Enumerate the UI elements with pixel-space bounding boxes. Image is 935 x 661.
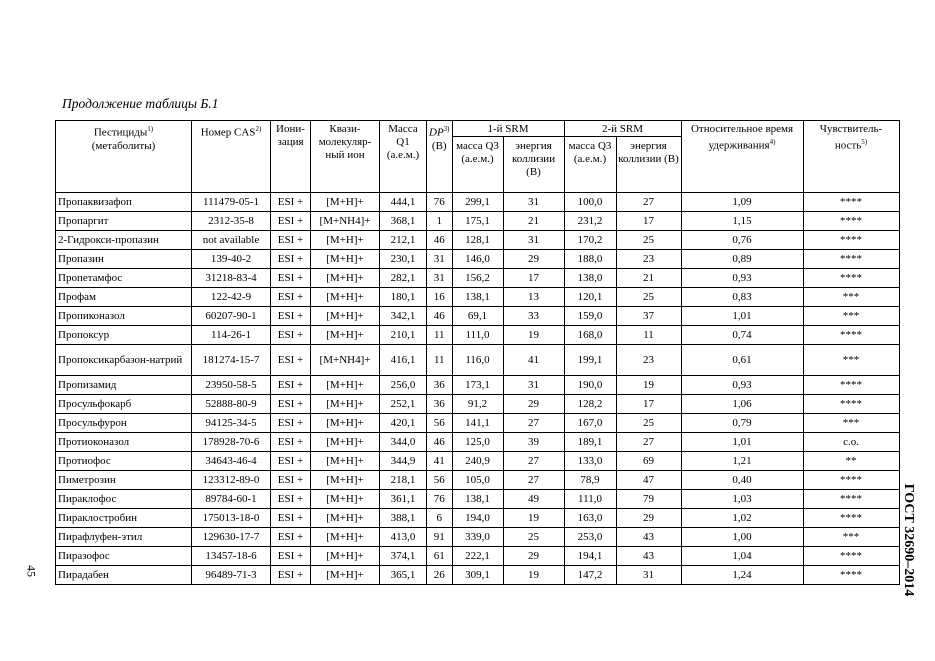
table-row xyxy=(56,566,900,585)
cell-cas: 114-26-1 xyxy=(192,326,271,345)
cell-srm1-mass: 194,0 xyxy=(452,509,503,528)
cell-dp: 61 xyxy=(427,547,453,566)
cell-ionization: ESI + xyxy=(271,326,311,345)
cell-srm2-mass: 190,0 xyxy=(564,376,616,395)
cell-sensitivity: **** xyxy=(803,471,899,490)
cell-srm2-energy: 17 xyxy=(616,212,681,231)
cell-relative-time: 1,15 xyxy=(681,212,803,231)
cell-pesticide: Профам xyxy=(56,288,192,307)
cell-srm1-mass: 138,1 xyxy=(452,490,503,509)
cell-dp: 36 xyxy=(427,376,453,395)
cell-mass-q1: 282,1 xyxy=(380,269,427,288)
cell-srm1-energy: 33 xyxy=(503,307,564,326)
table-row xyxy=(56,547,900,566)
cell-pesticide: Пирадабен xyxy=(56,566,192,585)
cell-dp: 56 xyxy=(427,471,453,490)
cell-sensitivity: *** xyxy=(803,528,899,547)
cell-cas: 123312-89-0 xyxy=(192,471,271,490)
table-row xyxy=(56,452,900,471)
cell-srm2-energy: 47 xyxy=(616,471,681,490)
cell-ionization: ESI + xyxy=(271,269,311,288)
cell-dp: 46 xyxy=(427,433,453,452)
cell-srm1-mass: 240,9 xyxy=(452,452,503,471)
cell-relative-time: 0,83 xyxy=(681,288,803,307)
cell-cas: 52888-80-9 xyxy=(192,395,271,414)
header-srm2: 2-й SRM xyxy=(564,121,681,137)
cell-mass-q1: 388,1 xyxy=(380,509,427,528)
cell-relative-time: 1,21 xyxy=(681,452,803,471)
cell-quasi-ion: [M+H]+ xyxy=(311,269,380,288)
cell-sensitivity: *** xyxy=(803,307,899,326)
cell-ionization: ESI + xyxy=(271,566,311,585)
cell-dp: 91 xyxy=(427,528,453,547)
table-row xyxy=(56,231,900,250)
cell-srm2-mass: 147,2 xyxy=(564,566,616,585)
cell-ionization: ESI + xyxy=(271,528,311,547)
cell-pesticide: Пирафлуфен-этил xyxy=(56,528,192,547)
cell-srm2-mass: 120,1 xyxy=(564,288,616,307)
cell-sensitivity: *** xyxy=(803,288,899,307)
cell-cas: 178928-70-6 xyxy=(192,433,271,452)
cell-srm2-mass: 231,2 xyxy=(564,212,616,231)
cell-srm1-energy: 29 xyxy=(503,395,564,414)
cell-dp: 11 xyxy=(427,326,453,345)
cell-ionization: ESI + xyxy=(271,490,311,509)
header-srm2-energy: энергия коллизии (В) xyxy=(616,137,681,193)
cell-sensitivity: **** xyxy=(803,376,899,395)
cell-ionization: ESI + xyxy=(271,452,311,471)
cell-srm1-mass: 69,1 xyxy=(452,307,503,326)
cell-srm1-mass: 91,2 xyxy=(452,395,503,414)
cell-dp: 36 xyxy=(427,395,453,414)
table-row xyxy=(56,212,900,231)
cell-sensitivity: **** xyxy=(803,547,899,566)
cell-srm1-energy: 31 xyxy=(503,376,564,395)
header-srm1-energy: энергия коллизии (В) xyxy=(503,137,564,193)
cell-mass-q1: 368,1 xyxy=(380,212,427,231)
header-dp: DP$^{3)}$ (В) xyxy=(427,121,453,193)
cell-pesticide: Пропаквизафоп xyxy=(56,193,192,212)
cell-pesticide: Просульфокарб xyxy=(56,395,192,414)
header-srm1: 1-й SRM xyxy=(452,121,564,137)
cell-srm2-energy: 11 xyxy=(616,326,681,345)
cell-cas: 34643-46-4 xyxy=(192,452,271,471)
cell-sensitivity: *** xyxy=(803,345,899,376)
cell-srm2-mass: 138,0 xyxy=(564,269,616,288)
cell-mass-q1: 374,1 xyxy=(380,547,427,566)
cell-srm1-mass: 111,0 xyxy=(452,326,503,345)
header-cas: Номер CAS$^{2)}$ xyxy=(192,121,271,193)
cell-sensitivity: *** xyxy=(803,414,899,433)
cell-pesticide: Пропазин xyxy=(56,250,192,269)
cell-sensitivity: **** xyxy=(803,566,899,585)
cell-pesticide: Пираклофос xyxy=(56,490,192,509)
cell-srm2-energy: 25 xyxy=(616,288,681,307)
table-row xyxy=(56,307,900,326)
cell-srm1-energy: 27 xyxy=(503,452,564,471)
cell-sensitivity: **** xyxy=(803,193,899,212)
cell-pesticide: Пиметрозин xyxy=(56,471,192,490)
cell-dp: 41 xyxy=(427,452,453,471)
cell-cas: 139-40-2 xyxy=(192,250,271,269)
cell-srm2-energy: 31 xyxy=(616,566,681,585)
header-srm2-mass-q3: масса Q3 (а.е.м.) xyxy=(564,137,616,193)
cell-cas: 122-42-9 xyxy=(192,288,271,307)
cell-pesticide: Протиоконазол xyxy=(56,433,192,452)
table-row xyxy=(56,528,900,547)
cell-srm2-mass: 100,0 xyxy=(564,193,616,212)
cell-srm2-energy: 43 xyxy=(616,528,681,547)
cell-quasi-ion: [M+H]+ xyxy=(311,509,380,528)
cell-mass-q1: 413,0 xyxy=(380,528,427,547)
cell-relative-time: 1,01 xyxy=(681,307,803,326)
cell-quasi-ion: [M+H]+ xyxy=(311,231,380,250)
cell-srm1-mass: 146,0 xyxy=(452,250,503,269)
cell-mass-q1: 256,0 xyxy=(380,376,427,395)
cell-srm1-energy: 49 xyxy=(503,490,564,509)
cell-srm1-mass: 138,1 xyxy=(452,288,503,307)
cell-relative-time: 1,01 xyxy=(681,433,803,452)
cell-srm1-mass: 156,2 xyxy=(452,269,503,288)
cell-quasi-ion: [M+H]+ xyxy=(311,414,380,433)
cell-pesticide: Пиразофос xyxy=(56,547,192,566)
cell-cas: 94125-34-5 xyxy=(192,414,271,433)
cell-pesticide: Пропоксур xyxy=(56,326,192,345)
cell-srm1-energy: 25 xyxy=(503,528,564,547)
cell-pesticide: Пропиконазол xyxy=(56,307,192,326)
cell-srm2-mass: 194,1 xyxy=(564,547,616,566)
cell-quasi-ion: [M+NH4]+ xyxy=(311,345,380,376)
cell-relative-time: 0,93 xyxy=(681,376,803,395)
cell-srm1-energy: 41 xyxy=(503,345,564,376)
cell-cas: 129630-17-7 xyxy=(192,528,271,547)
cell-pesticide: Пропаргит xyxy=(56,212,192,231)
cell-sensitivity: **** xyxy=(803,212,899,231)
cell-srm1-mass: 128,1 xyxy=(452,231,503,250)
cell-srm2-energy: 23 xyxy=(616,345,681,376)
cell-relative-time: 0,40 xyxy=(681,471,803,490)
header-ionization: Иони-зация xyxy=(271,121,311,193)
cell-pesticide: Пропоксикарбазон-натрий xyxy=(56,345,192,376)
cell-sensitivity: с.о. xyxy=(803,433,899,452)
cell-ionization: ESI + xyxy=(271,509,311,528)
header-srm1-mass-q3: масса Q3 (а.е.м.) xyxy=(452,137,503,193)
cell-sensitivity: **** xyxy=(803,269,899,288)
cell-cas: 2312-35-8 xyxy=(192,212,271,231)
cell-pesticide: Пираклостробин xyxy=(56,509,192,528)
table-row xyxy=(56,509,900,528)
cell-relative-time: 1,02 xyxy=(681,509,803,528)
cell-ionization: ESI + xyxy=(271,471,311,490)
cell-quasi-ion: [M+H]+ xyxy=(311,250,380,269)
cell-srm1-mass: 116,0 xyxy=(452,345,503,376)
cell-mass-q1: 344,9 xyxy=(380,452,427,471)
cell-sensitivity: **** xyxy=(803,326,899,345)
cell-cas: 96489-71-3 xyxy=(192,566,271,585)
table-row xyxy=(56,288,900,307)
cell-srm1-energy: 29 xyxy=(503,547,564,566)
table-row xyxy=(56,414,900,433)
cell-srm1-mass: 175,1 xyxy=(452,212,503,231)
cell-srm1-energy: 31 xyxy=(503,231,564,250)
cell-relative-time: 1,04 xyxy=(681,547,803,566)
cell-ionization: ESI + xyxy=(271,433,311,452)
cell-srm1-mass: 222,1 xyxy=(452,547,503,566)
cell-mass-q1: 212,1 xyxy=(380,231,427,250)
cell-srm1-energy: 29 xyxy=(503,250,564,269)
cell-srm1-energy: 27 xyxy=(503,471,564,490)
cell-srm2-energy: 17 xyxy=(616,395,681,414)
cell-srm1-energy: 17 xyxy=(503,269,564,288)
cell-ionization: ESI + xyxy=(271,547,311,566)
cell-srm1-mass: 105,0 xyxy=(452,471,503,490)
cell-srm2-energy: 21 xyxy=(616,269,681,288)
cell-dp: 76 xyxy=(427,193,453,212)
cell-dp: 46 xyxy=(427,231,453,250)
cell-cas: 89784-60-1 xyxy=(192,490,271,509)
cell-mass-q1: 344,0 xyxy=(380,433,427,452)
cell-mass-q1: 420,1 xyxy=(380,414,427,433)
cell-srm2-energy: 69 xyxy=(616,452,681,471)
cell-dp: 11 xyxy=(427,345,453,376)
cell-mass-q1: 210,1 xyxy=(380,326,427,345)
cell-srm1-energy: 39 xyxy=(503,433,564,452)
cell-srm2-mass: 133,0 xyxy=(564,452,616,471)
cell-ionization: ESI + xyxy=(271,250,311,269)
cell-quasi-ion: [M+H]+ xyxy=(311,193,380,212)
cell-quasi-ion: [M+H]+ xyxy=(311,307,380,326)
cell-sensitivity: **** xyxy=(803,250,899,269)
table-row xyxy=(56,345,900,376)
cell-cas: 60207-90-1 xyxy=(192,307,271,326)
table-row xyxy=(56,471,900,490)
cell-dp: 1 xyxy=(427,212,453,231)
cell-relative-time: 0,61 xyxy=(681,345,803,376)
cell-cas: 181274-15-7 xyxy=(192,345,271,376)
cell-quasi-ion: [M+NH4]+ xyxy=(311,212,380,231)
cell-dp: 6 xyxy=(427,509,453,528)
table-row xyxy=(56,433,900,452)
header-pesticide: Пестициды$^{1)}$ (метаболиты) xyxy=(56,121,192,193)
cell-dp: 26 xyxy=(427,566,453,585)
cell-dp: 31 xyxy=(427,250,453,269)
cell-ionization: ESI + xyxy=(271,307,311,326)
cell-cas: 23950-58-5 xyxy=(192,376,271,395)
cell-srm2-mass: 168,0 xyxy=(564,326,616,345)
cell-srm1-mass: 309,1 xyxy=(452,566,503,585)
cell-pesticide: 2-Гидрокси-пропазин xyxy=(56,231,192,250)
cell-sensitivity: **** xyxy=(803,231,899,250)
cell-pesticide: Пропетамфос xyxy=(56,269,192,288)
cell-srm2-mass: 111,0 xyxy=(564,490,616,509)
cell-srm2-mass: 189,1 xyxy=(564,433,616,452)
cell-sensitivity: **** xyxy=(803,509,899,528)
cell-srm2-mass: 78,9 xyxy=(564,471,616,490)
cell-quasi-ion: [M+H]+ xyxy=(311,528,380,547)
cell-quasi-ion: [M+H]+ xyxy=(311,395,380,414)
cell-quasi-ion: [M+H]+ xyxy=(311,288,380,307)
header-sensitivity: Чувствитель-ность$^{5)}$ xyxy=(803,121,899,193)
cell-relative-time: 1,00 xyxy=(681,528,803,547)
cell-srm1-mass: 339,0 xyxy=(452,528,503,547)
table-row xyxy=(56,395,900,414)
cell-mass-q1: 342,1 xyxy=(380,307,427,326)
cell-ionization: ESI + xyxy=(271,345,311,376)
cell-quasi-ion: [M+H]+ xyxy=(311,490,380,509)
header-relative-time: Относительное время удерживания$^{4)}$ xyxy=(681,121,803,193)
cell-relative-time: 1,06 xyxy=(681,395,803,414)
cell-quasi-ion: [M+H]+ xyxy=(311,326,380,345)
cell-relative-time: 0,93 xyxy=(681,269,803,288)
cell-srm1-energy: 19 xyxy=(503,566,564,585)
cell-quasi-ion: [M+H]+ xyxy=(311,471,380,490)
pesticide-table xyxy=(55,120,900,585)
table-row xyxy=(56,269,900,288)
cell-srm1-energy: 21 xyxy=(503,212,564,231)
cell-relative-time: 0,79 xyxy=(681,414,803,433)
cell-srm2-energy: 27 xyxy=(616,193,681,212)
cell-ionization: ESI + xyxy=(271,212,311,231)
cell-srm1-mass: 299,1 xyxy=(452,193,503,212)
cell-srm2-mass: 163,0 xyxy=(564,509,616,528)
cell-srm2-energy: 29 xyxy=(616,509,681,528)
table-row xyxy=(56,376,900,395)
cell-ionization: ESI + xyxy=(271,288,311,307)
cell-relative-time: 0,89 xyxy=(681,250,803,269)
cell-mass-q1: 180,1 xyxy=(380,288,427,307)
cell-srm2-mass: 159,0 xyxy=(564,307,616,326)
table-row xyxy=(56,193,900,212)
cell-srm2-mass: 167,0 xyxy=(564,414,616,433)
cell-srm2-energy: 27 xyxy=(616,433,681,452)
cell-mass-q1: 230,1 xyxy=(380,250,427,269)
cell-dp: 76 xyxy=(427,490,453,509)
cell-mass-q1: 365,1 xyxy=(380,566,427,585)
cell-ionization: ESI + xyxy=(271,395,311,414)
cell-srm1-mass: 173,1 xyxy=(452,376,503,395)
cell-srm2-energy: 25 xyxy=(616,231,681,250)
cell-srm2-mass: 253,0 xyxy=(564,528,616,547)
cell-sensitivity: **** xyxy=(803,395,899,414)
cell-dp: 31 xyxy=(427,269,453,288)
cell-srm2-energy: 19 xyxy=(616,376,681,395)
cell-ionization: ESI + xyxy=(271,414,311,433)
cell-dp: 16 xyxy=(427,288,453,307)
cell-quasi-ion: [M+H]+ xyxy=(311,547,380,566)
cell-pesticide: Протиофос xyxy=(56,452,192,471)
cell-srm2-energy: 23 xyxy=(616,250,681,269)
cell-relative-time: 1,24 xyxy=(681,566,803,585)
cell-ionization: ESI + xyxy=(271,193,311,212)
cell-sensitivity: **** xyxy=(803,490,899,509)
table-row xyxy=(56,250,900,269)
cell-dp: 56 xyxy=(427,414,453,433)
cell-srm2-mass: 188,0 xyxy=(564,250,616,269)
cell-srm1-energy: 27 xyxy=(503,414,564,433)
cell-relative-time: 0,74 xyxy=(681,326,803,345)
cell-cas: 31218-83-4 xyxy=(192,269,271,288)
cell-srm1-energy: 19 xyxy=(503,509,564,528)
table-row xyxy=(56,490,900,509)
cell-sensitivity: ** xyxy=(803,452,899,471)
cell-mass-q1: 361,1 xyxy=(380,490,427,509)
cell-srm2-mass: 128,2 xyxy=(564,395,616,414)
cell-cas: not available xyxy=(192,231,271,250)
cell-dp: 46 xyxy=(427,307,453,326)
cell-srm1-mass: 141,1 xyxy=(452,414,503,433)
table-caption: Продолжение таблицы Б.1 xyxy=(62,96,219,111)
table-row xyxy=(56,326,900,345)
cell-srm1-energy: 31 xyxy=(503,193,564,212)
cell-srm2-energy: 79 xyxy=(616,490,681,509)
cell-srm2-energy: 43 xyxy=(616,547,681,566)
cell-quasi-ion: [M+H]+ xyxy=(311,452,380,471)
document-code: ГОСТ 32690–2014 xyxy=(901,483,916,597)
cell-quasi-ion: [M+H]+ xyxy=(311,433,380,452)
cell-srm2-mass: 170,2 xyxy=(564,231,616,250)
cell-pesticide: Пропизамид xyxy=(56,376,192,395)
cell-quasi-ion: [M+H]+ xyxy=(311,376,380,395)
cell-cas: 111479-05-1 xyxy=(192,193,271,212)
cell-srm1-mass: 125,0 xyxy=(452,433,503,452)
cell-srm1-energy: 19 xyxy=(503,326,564,345)
cell-mass-q1: 416,1 xyxy=(380,345,427,376)
cell-mass-q1: 444,1 xyxy=(380,193,427,212)
cell-ionization: ESI + xyxy=(271,376,311,395)
header-quasi-ion: Квази-молекуляр-ный ион xyxy=(311,121,380,193)
cell-srm2-energy: 25 xyxy=(616,414,681,433)
cell-pesticide: Просульфурон xyxy=(56,414,192,433)
page-number: 45 xyxy=(24,565,39,577)
cell-relative-time: 1,03 xyxy=(681,490,803,509)
cell-cas: 13457-18-6 xyxy=(192,547,271,566)
cell-mass-q1: 218,1 xyxy=(380,471,427,490)
cell-relative-time: 1,09 xyxy=(681,193,803,212)
cell-srm2-energy: 37 xyxy=(616,307,681,326)
cell-srm2-mass: 199,1 xyxy=(564,345,616,376)
cell-srm1-energy: 13 xyxy=(503,288,564,307)
cell-quasi-ion: [M+H]+ xyxy=(311,566,380,585)
cell-mass-q1: 252,1 xyxy=(380,395,427,414)
cell-ionization: ESI + xyxy=(271,231,311,250)
cell-relative-time: 0,76 xyxy=(681,231,803,250)
cell-cas: 175013-18-0 xyxy=(192,509,271,528)
header-mass-q1: Масса Q1 (а.е.м.) xyxy=(380,121,427,193)
